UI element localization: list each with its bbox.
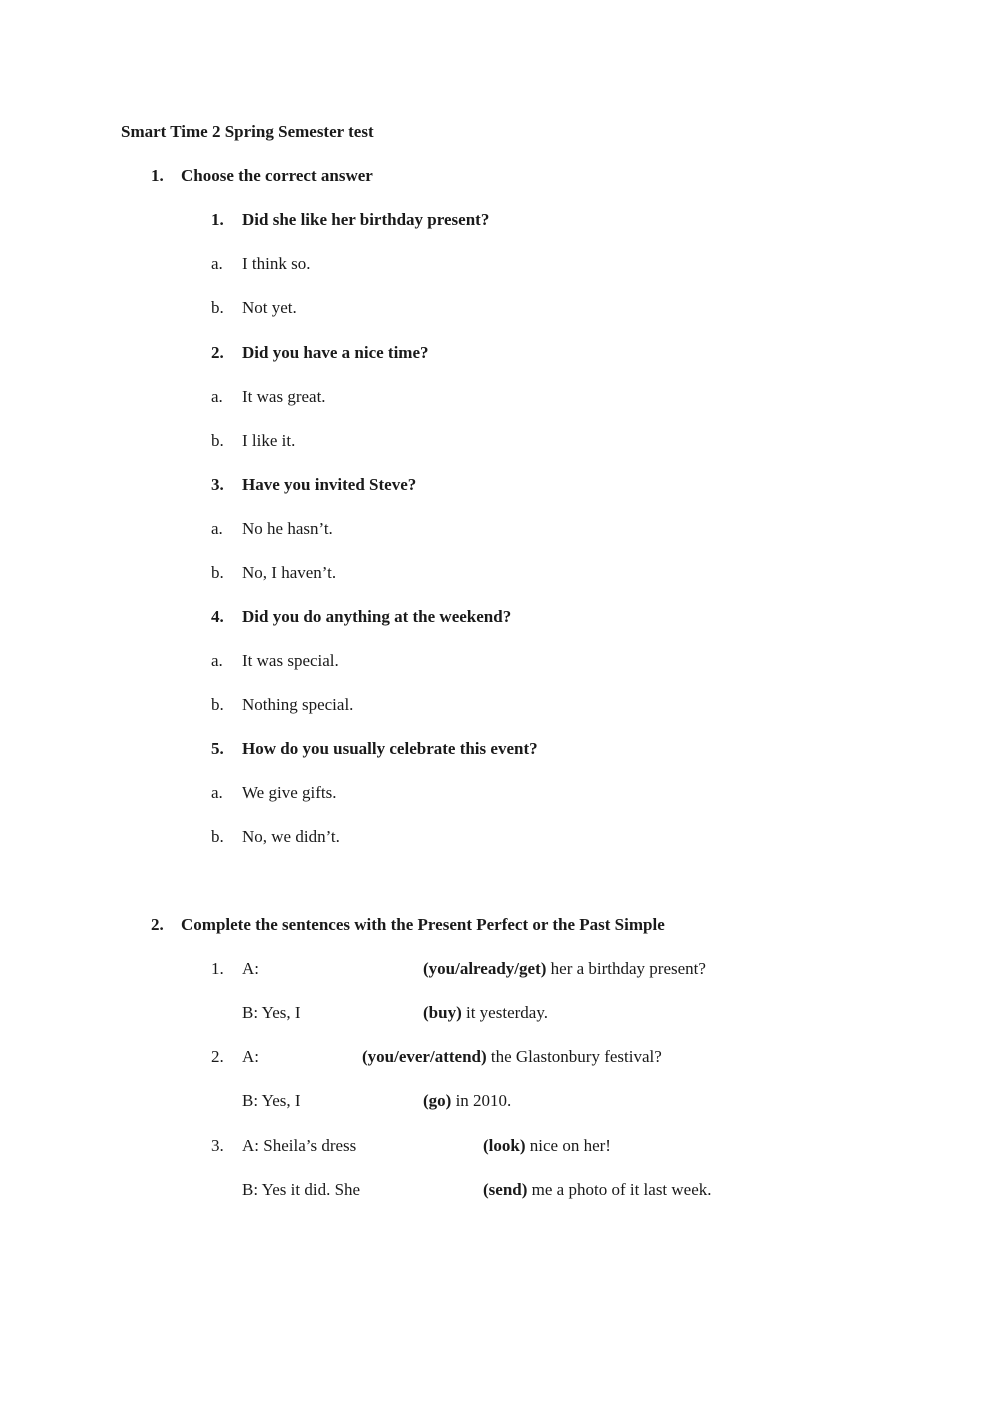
question-text: Did you have a nice time? [242, 343, 429, 362]
item-number: 1. [211, 959, 224, 978]
question-number: 2. [211, 343, 224, 362]
section-1-heading: Choose the correct answer [181, 166, 373, 185]
verb-prompt: (go) [423, 1091, 452, 1110]
option-text: I think so. [242, 254, 311, 273]
verb-prompt: (look) [483, 1136, 526, 1155]
option-text: It was great. [242, 387, 326, 406]
verb-prompt: (you/ever/attend) [362, 1047, 487, 1066]
question-text: How do you usually celebrate this event? [242, 739, 538, 758]
sentence-prefix: A: [242, 959, 259, 978]
section-2-number: 2. [151, 915, 164, 934]
sentence-completion [483, 1136, 611, 1156]
item-number: 2. [211, 1047, 224, 1066]
sentence-completion [423, 959, 706, 979]
document-title: Smart Time 2 Spring Semester test [121, 122, 374, 141]
question-text: Did she like her birthday present? [242, 210, 490, 229]
section-2-heading: Complete the sentences with the Present Perfect or the Past Simple [181, 915, 665, 934]
option-letter: a. [211, 783, 223, 802]
option-text: I like it. [242, 431, 296, 450]
option-letter: a. [211, 651, 223, 670]
question-text: Did you do anything at the weekend? [242, 607, 512, 626]
sentence-rest: nice on her! [525, 1136, 611, 1155]
verb-prompt: (you/already/get) [423, 959, 547, 978]
sentence-prefix: B: Yes, I [242, 1091, 301, 1110]
verb-prompt: (send) [483, 1180, 528, 1199]
option-letter: b. [211, 827, 224, 846]
option-text: We give gifts. [242, 783, 337, 802]
verb-prompt: (buy) [423, 1003, 462, 1022]
sentence-rest: in 2010. [451, 1091, 512, 1110]
section-1-number: 1. [151, 166, 164, 185]
sentence-prefix: A: [242, 1047, 259, 1066]
question-text: Have you invited Steve? [242, 475, 417, 494]
item-number: 3. [211, 1136, 224, 1155]
option-letter: a. [211, 519, 223, 538]
option-text: It was special. [242, 651, 339, 670]
option-text: No, we didn’t. [242, 827, 340, 846]
option-text: No, I haven’t. [242, 563, 337, 582]
question-number: 3. [211, 475, 224, 494]
option-letter: b. [211, 298, 224, 317]
option-letter: b. [211, 695, 224, 714]
sentence-prefix: B: Yes, I [242, 1003, 301, 1022]
option-text: Nothing special. [242, 695, 354, 714]
option-letter: a. [211, 387, 223, 406]
option-text: Not yet. [242, 298, 297, 317]
sentence-completion [362, 1047, 662, 1067]
sentence-prefix: B: Yes it did. She [242, 1180, 361, 1199]
question-number: 4. [211, 607, 224, 626]
question-number: 1. [211, 210, 224, 229]
sentence-completion [483, 1180, 712, 1200]
question-number: 5. [211, 739, 224, 758]
option-text: No he hasn’t. [242, 519, 333, 538]
sentence-prefix: A: Sheila’s dress [242, 1136, 357, 1155]
option-letter: b. [211, 431, 224, 450]
sentence-rest: her a birthday present? [546, 959, 706, 978]
sentence-completion [423, 1091, 511, 1111]
option-letter: a. [211, 254, 223, 273]
sentence-completion [423, 1003, 548, 1023]
sentence-rest: me a photo of it last week. [527, 1180, 712, 1199]
option-letter: b. [211, 563, 224, 582]
sentence-rest: it yesterday. [461, 1003, 548, 1022]
sentence-rest: the Glastonbury festival? [486, 1047, 662, 1066]
